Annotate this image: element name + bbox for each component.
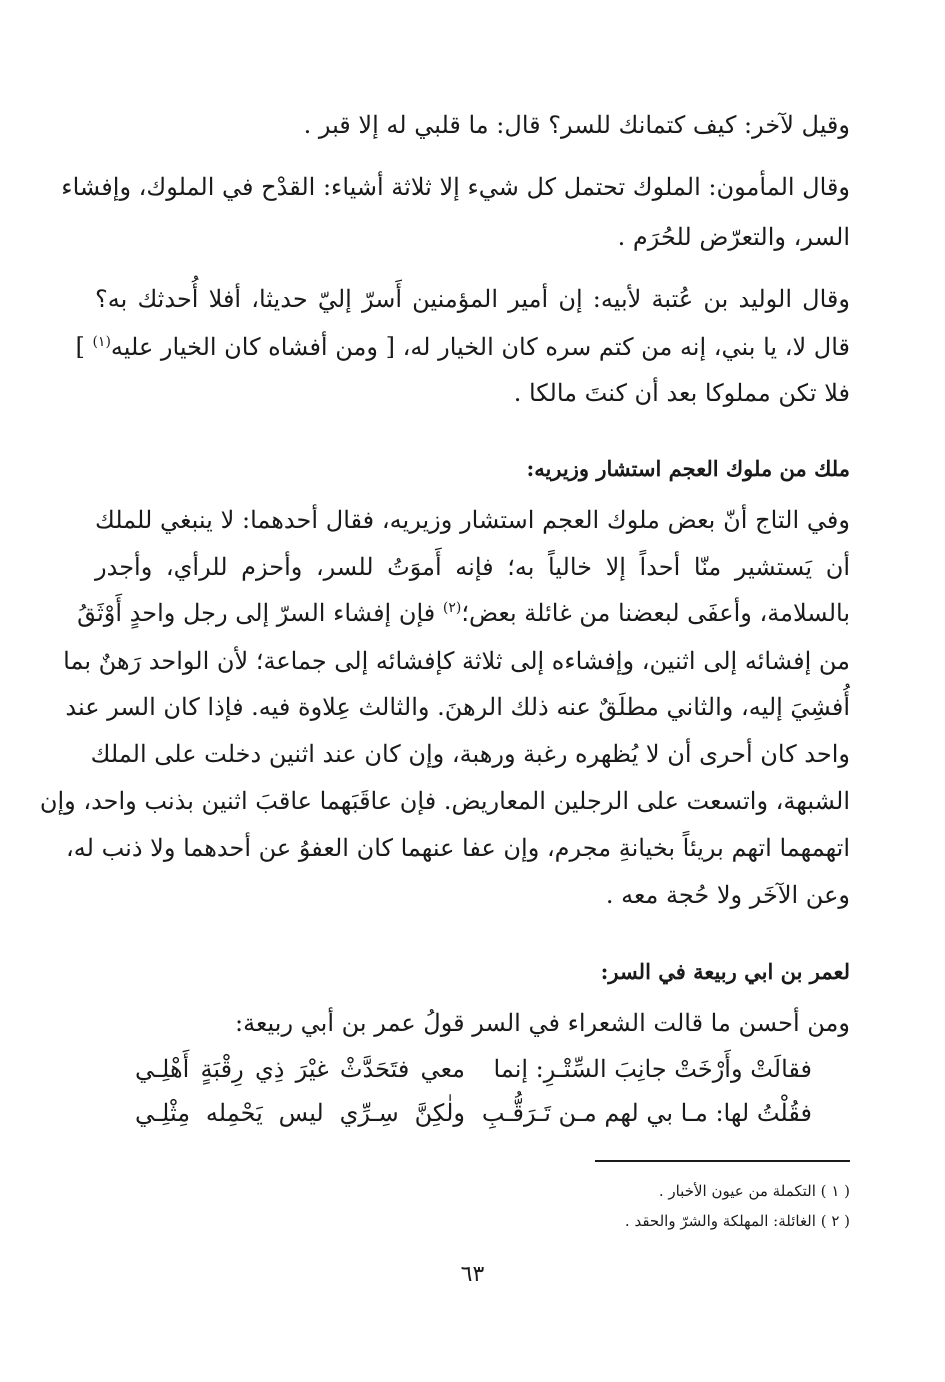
paragraph-4-line-4: من إفشائه إلى اثنين، وإفشاءه إلى ثلاثة كإفشائه إلى جماعة؛ لأن الواحد رَهنٌ بما bbox=[63, 647, 850, 675]
footnote-divider bbox=[595, 1160, 850, 1162]
paragraph-4-line-8: اتهمهما اتهم بريئاً بخيانةِ مجرم، وإن عفا عنهما كان العفوُ عن أحدهما ولا ذنب له، bbox=[66, 834, 850, 862]
paragraph-3-line-3: فلا تكن مملوكا بعد أن كنتَ مالكا . bbox=[513, 379, 850, 407]
paragraph-4-line-3-a: بالسلامة، وأعفَى لبعضنا من غائلة بعض؛ bbox=[461, 599, 850, 627]
paragraph-3-line-2-text: قال لا، يا بني، إنه من كتم سره كان الخيار له، [ ومن أفشاه كان الخيار عليه bbox=[110, 333, 850, 361]
paragraph-4-line-6: واحد كان أحرى أن لا يُظهره رغبة ورهبة، وإن كان عند اثنين دخلت على الملك bbox=[90, 740, 850, 768]
paragraph-4-line-2: أن يَستشير منّا أحداً إلا خالياً به؛ فإنه أَموَتُ للسر، وأحزم للرأي، وأجدر bbox=[95, 553, 850, 581]
footnote-ref-1: (١) bbox=[92, 334, 111, 350]
footnote-2: ( ٢ ) الغائلة: المهلكة والشرّ والحقد . bbox=[624, 1212, 850, 1230]
paragraph-2-line-2: السر، والتعرّض للحُرَم . bbox=[617, 223, 850, 251]
paragraph-4-line-3-b: فإن إفشاء السرّ إلى رجل واحدٍ أَوْثَقُ bbox=[77, 599, 443, 627]
paragraph-4-line-3 bbox=[77, 596, 850, 630]
section-heading-2: لعمر بن ابي ربيعة في السر: bbox=[600, 959, 850, 984]
poem-verse-1-second-half: معي فتَحَدَّثْ غيْرَ ذِي رِقْبَةٍ أَهْلِـي bbox=[135, 1055, 465, 1083]
poem-verse-2-second-half: ولٰكِنَّ سِـرِّي ليس يَحْمِله مِثْلِـي bbox=[135, 1099, 465, 1127]
footnote-ref-2: (٢) bbox=[442, 600, 462, 616]
paragraph-1-line-1: وقيل لآخر: كيف كتمانك للسر؟ قال: ما قلبي له إلا قبر . bbox=[303, 111, 850, 139]
paragraph-3-line-1: وقال الوليد بن عُتبة لأبيه: إن أمير المؤمنين أَسرّ إليّ حديثا، أفلا أُحدثك به؟ bbox=[95, 285, 850, 313]
page-number: ٦٣ bbox=[460, 1262, 485, 1287]
paragraph-5-line-1: ومن أحسن ما قالت الشعراء في السر قولُ عمر بن أبي ربيعة: bbox=[234, 1009, 850, 1037]
section-heading-1: ملك من ملوك العجم استشار وزيريه: bbox=[526, 456, 850, 481]
paragraph-4-line-1: وفي التاج أنّ بعض ملوك العجم استشار وزيريه، فقال أحدهما: لا ينبغي للملك bbox=[95, 506, 850, 534]
paragraph-3-line-2-end: ] bbox=[75, 333, 93, 361]
paragraph-4-line-5: أُفشِيَ إليه، والثاني مطلَقٌ عنه ذلك الرهنَ. والثالث عِلاوة فيه. فإذا كان السر عند bbox=[65, 693, 850, 721]
paragraph-2-line-1: وقال المأمون: الملوك تحتمل كل شيء إلا ثلاثة أشياء: القدْح في الملوك، وإفشاء bbox=[61, 173, 850, 201]
paragraph-3-line-2 bbox=[75, 330, 850, 364]
footnote-1: ( ١ ) التكملة من عيون الأخبار . bbox=[658, 1182, 850, 1200]
paragraph-4-line-7: الشبهة، واتسعت على الرجلين المعاريض. فإن عاقَبَهما عاقبَ اثنين بذنب واحد، وإن bbox=[39, 787, 850, 815]
poem-verse-1-first-half: فقالَتْ وأَرْخَتْ جانِبَ السِّتْـرِ: إنما bbox=[493, 1055, 812, 1083]
paragraph-4-line-9: وعن الآخَر ولا حُجة معه . bbox=[605, 881, 850, 909]
poem-verse-2-first-half: فقُلْتُ لها: مـا بي لهم مـن تَـرَقُّـبِ bbox=[481, 1099, 812, 1127]
